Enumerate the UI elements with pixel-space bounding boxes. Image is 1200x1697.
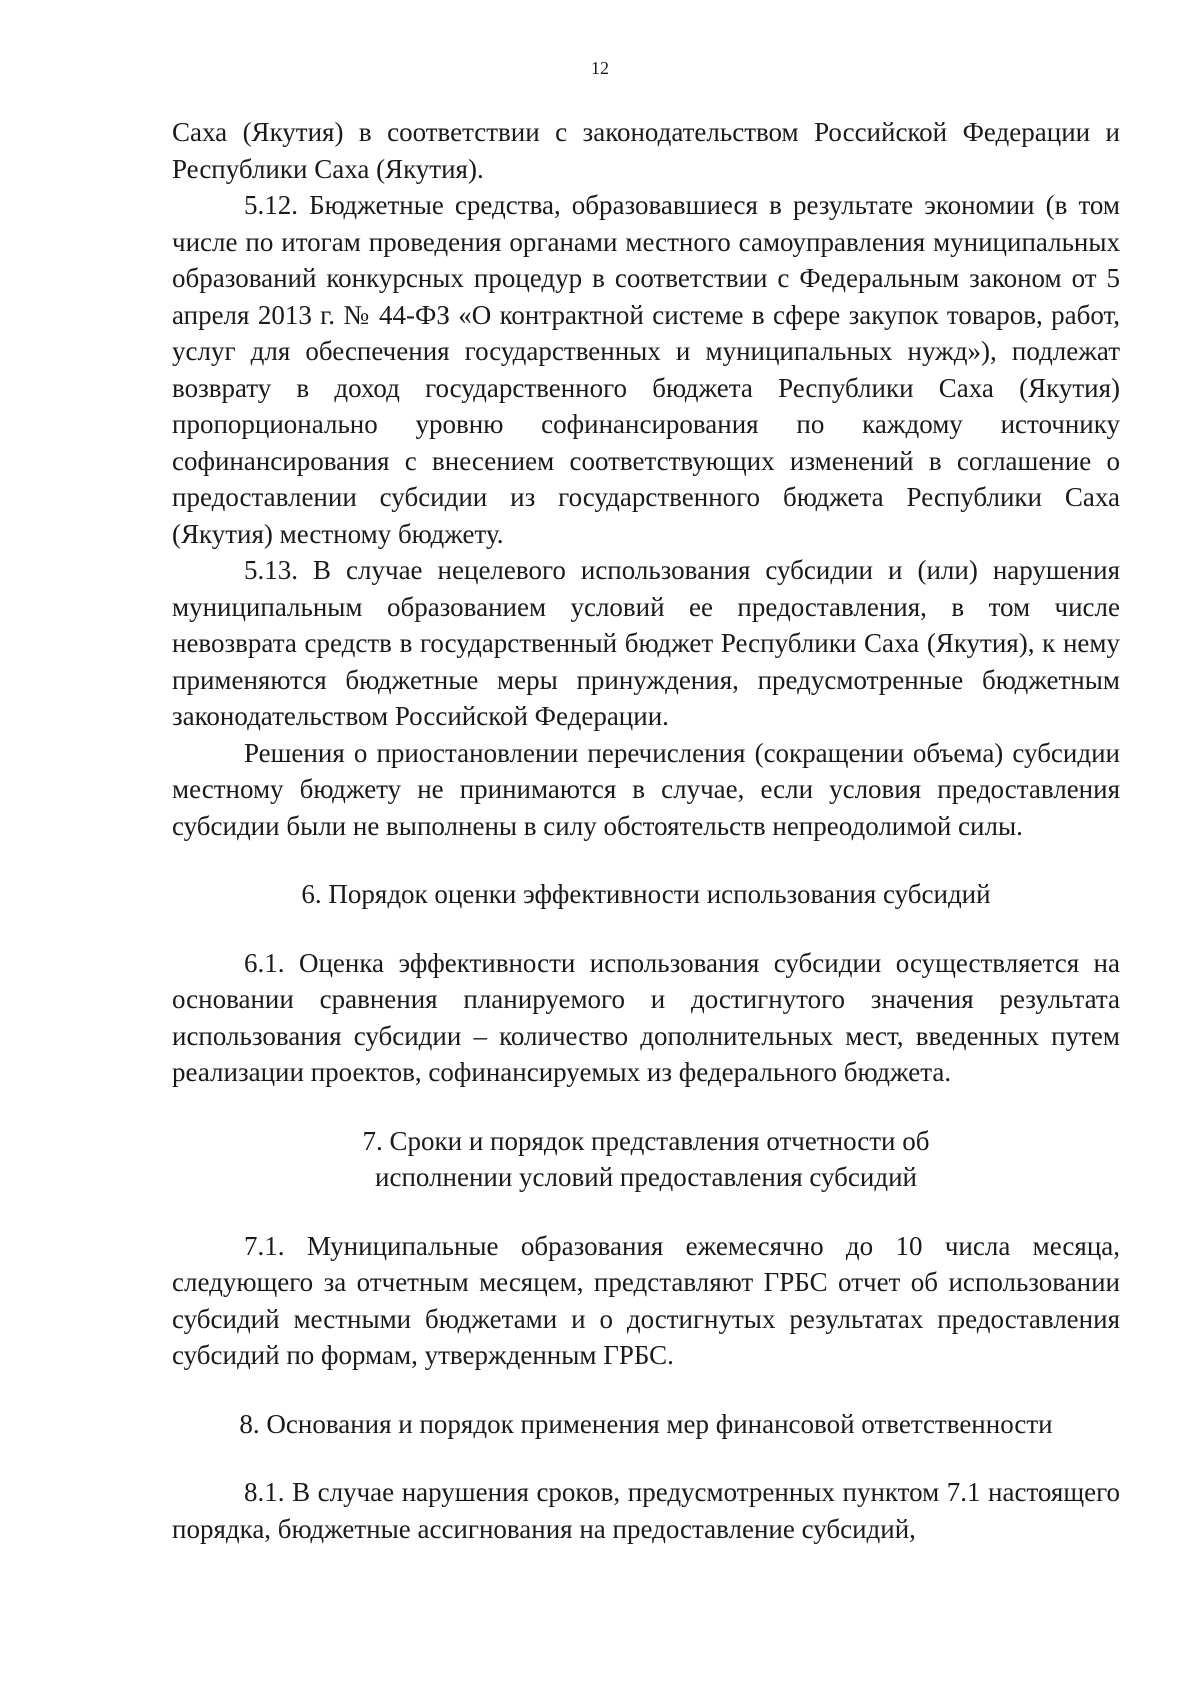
paragraph-8-1: 8.1. В случае нарушения сроков, предусмотренных пунктом 7.1 настоящего порядка, бюджетные ассигнования на предоставление субсидий, — [172, 1477, 1120, 1544]
document-body — [172, 114, 1120, 1547]
section-heading-7-line-1: 7. Сроки и порядок представления отчетности об — [362, 1125, 930, 1156]
section-heading-8: 8. Основания и порядок применения мер финансовой ответственности — [239, 1408, 1053, 1439]
section-heading-7-line-2: исполнении условий предоставления субсидий — [375, 1162, 917, 1192]
paragraph-continuation: Саха (Якутия) в соответствии с законодательством Российской Федерации и Республики Саха (Якутия). — [172, 117, 1120, 184]
paragraph-decisions: Решения о приостановлении перечисления (сокращении объема) субсидии местному бюджету не принимаются в случае, если условия предоставления субсидии были не выполнены в силу обстоятельств непреодолимой силы. — [172, 737, 1120, 841]
page-number: 12 — [591, 58, 609, 78]
paragraph-5-12: 5.12. Бюджетные средства, образовавшиеся в результате экономии (в том числе по итогам проведения органами местного самоуправления муниципальных образований конкурсных процедур в соответствии с Федеральным законом от 5 апреля 2013 г. № 44-ФЗ «О контрактной системе в сфере закупок товаров, работ, услуг для обеспечения государственных и муниципальных нужд»), подлежат возврату в доход государственного бюджета Республики Саха (Якутия) пропорционально уровню софинансирования по каждому источнику софинансирования с внесением соответствующих изменений в соглашение о предоставлении субсидии из государственного бюджета Республики Саха (Якутия) местному бюджету. — [172, 190, 1120, 549]
section-heading-6: 6. Порядок оценки эффективности использования субсидий — [301, 879, 991, 909]
paragraph-6-1: 6.1. Оценка эффективности использования субсидии осуществляется на основании сравнения планируемого и достигнутого значения результата использования субсидии – количество дополнительных мест, введенных путем реализации проектов, софинансируемых из федерального бюджета. — [172, 947, 1120, 1087]
paragraph-5-13: 5.13. В случае нецелевого использования субсидии и (или) нарушения муниципальным образованием условий ее предоставления, в том числе невозврата средств в государственный бюджет Республики Саха (Якутия), к нему применяются бюджетные меры принуждения, предусмотренные бюджетным законодательством Российской Федерации. — [172, 555, 1120, 731]
paragraph-7-1: 7.1. Муниципальные образования ежемесячно до 10 числа месяца, следующего за отчетным месяцем, представляют ГРБС отчет об использовании субсидий местными бюджетами и о достигнутых результатах предоставления субсидий по формам, утвержденным ГРБС. — [172, 1230, 1120, 1370]
section-heading-7 — [172, 1123, 1120, 1196]
